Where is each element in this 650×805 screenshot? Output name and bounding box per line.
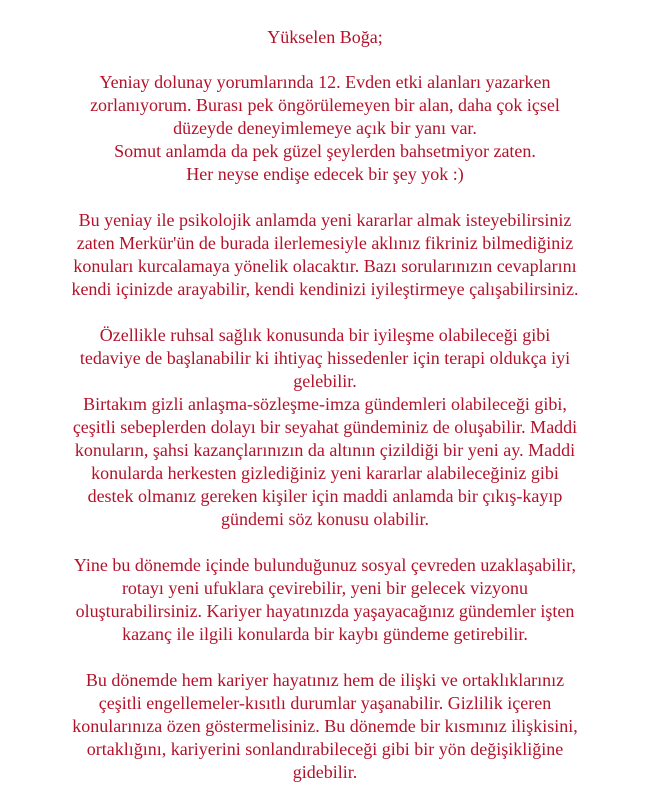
text-line: gelebilir. — [293, 371, 357, 391]
paragraph-psychology — [0, 209, 650, 301]
text-line: Yine bu dönemde içinde bulunduğunuz sosyal çevreden uzaklaşabilir, — [73, 555, 577, 575]
text-line: konuların, şahsi kazançlarınızın da altının çizildiği bir yeni ay. Maddi — [74, 440, 576, 460]
text-line: oluşturabilirsiniz. Kariyer hayatınızda yaşayacağınız gündemler işten — [75, 601, 575, 621]
text-line: Birtakım gizli anlaşma-sözleşme-imza gündemleri olabileceği gibi, — [83, 394, 567, 414]
paragraph-social-career — [0, 554, 650, 646]
document-title: Yükselen Boğa; — [267, 27, 383, 47]
text-line: çeşitli sebeplerden dolayı bir seyahat gündeminiz de oluşabilir. Maddi — [72, 417, 578, 437]
text-line: gidebilir. — [292, 762, 358, 782]
text-line: konularınıza özen göstermelisiniz. Bu dönemde bir kısmınız ilişkisini, — [72, 716, 578, 736]
text-line: Yeniay dolunay yorumlarında 12. Evden etki alanları yazarken — [99, 72, 551, 92]
text-line: Somut anlamda da pek güzel şeylerden bahsetmiyor zaten. — [114, 141, 536, 161]
text-line: konularda herkesten gizlediğiniz yeni kararlar alabileceğiniz gibi — [91, 463, 559, 483]
text-line: düzeyde deneyimlemeye açık bir yanı var. — [173, 118, 477, 138]
text-line: rotayı yeni ufuklara çevirebilir, yeni bir gelecek vizyonu — [121, 578, 529, 598]
text-line: kendi içinizde arayabilir, kendi kendinizi iyileştirmeye çalışabilirsiniz. — [71, 279, 579, 299]
text-line: Bu yeniay ile psikolojik anlamda yeni kararlar almak isteyebilirsiniz — [78, 210, 572, 230]
text-line: Her neyse endişe edecek bir şey yok :) — [186, 164, 464, 184]
text-line: gündemi söz konusu olabilir. — [221, 509, 429, 529]
paragraph-relationships — [0, 669, 650, 784]
paragraph-intro — [0, 71, 650, 186]
text-line: çeşitli engellemeler-kısıtlı durumlar yaşanabilir. Gizlilik içeren — [98, 693, 552, 713]
text-line: zaten Merkür'ün de burada ilerlemesiyle aklınız fikriniz bilmediğiniz — [76, 233, 574, 253]
text-line: konuları kurcalamaya yönelik olacaktır. Bazı sorularınızın cevaplarını — [73, 256, 577, 276]
text-line: ortaklığını, kariyerini sonlandırabileceği gibi bir yön değişikliğine — [86, 739, 564, 759]
text-line: tedaviye de başlanabilir ki ihtiyaç hissedenler için terapi oldukça iyi — [79, 348, 571, 368]
text-line: kazanç ile ilgili konularda bir kaybı gündeme getirebilir. — [122, 624, 528, 644]
text-line: Bu dönemde hem kariyer hayatınız hem de ilişki ve ortaklıklarınız — [85, 670, 565, 690]
text-line: Özellikle ruhsal sağlık konusunda bir iyileşme olabileceği gibi — [99, 325, 551, 345]
paragraph-health-finance — [0, 324, 650, 531]
text-line: destek olmanız gereken kişiler için maddi anlamda bir çıkış-kayıp — [87, 486, 563, 506]
text-line: zorlanıyorum. Burası pek öngörülemeyen bir alan, daha çok içsel — [90, 95, 560, 115]
